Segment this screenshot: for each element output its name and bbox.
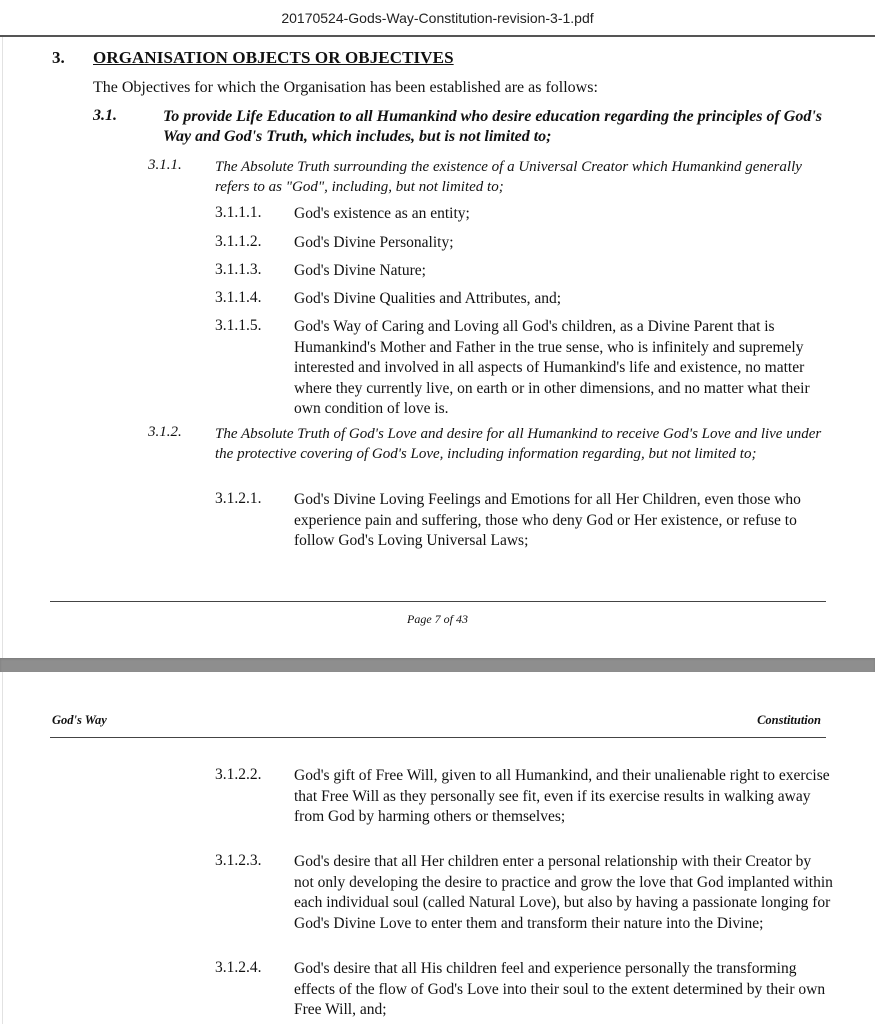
clause-number: 3.1.1. xyxy=(148,157,182,173)
list-item-text: God's Divine Loving Feelings and Emotions for all Her Children, even those who experience pain and suffering, those who deny God or Her existence, or refuse to follow God's Loving Universal Laws; xyxy=(294,491,801,549)
list-item-text: God's Divine Qualities and Attributes, and; xyxy=(294,290,562,307)
list-item-text: God's Divine Personality; xyxy=(294,234,454,251)
clause-text: The Absolute Truth of God's Love and desire for all Humankind to receive God's Love and live under the protective covering of God's Love, including information regarding, but not limited to; xyxy=(215,426,822,462)
list-item-number: 3.1.2.2. xyxy=(215,766,262,783)
list-item-text: God's desire that all His children feel and experience personally the transforming effects of the flow of God's Love into their soul to the extent determined by their own Free Will, and; xyxy=(294,960,826,1018)
page-number-footer: Page 7 of 43 xyxy=(407,612,468,626)
document-filename: 20170524-Gods-Way-Constitution-revision-3-1.pdf xyxy=(281,10,594,26)
list-item-text: God's existence as an entity; xyxy=(294,205,470,222)
list-item-number: 3.1.1.5. xyxy=(215,317,262,334)
clause-number: 3.1.2. xyxy=(148,424,182,440)
list-item-number: 3.1.2.1. xyxy=(215,490,262,507)
running-header-left: God's Way xyxy=(52,713,107,727)
section-intro: The Objectives for which the Organisation has been established are as follows: xyxy=(93,79,598,96)
running-header-right: Constitution xyxy=(757,713,821,727)
list-item-number: 3.1.1.1. xyxy=(215,204,262,221)
section-heading: ORGANISATION OBJECTS OR OBJECTIVES xyxy=(93,48,454,67)
list-item-number: 3.1.1.2. xyxy=(215,233,262,250)
section-number: 3. xyxy=(52,48,65,67)
list-item-text: God's Way of Caring and Loving all God's children, as a Divine Parent that is Humankind's Mother and Father in the true sense, who is infinitely and supremely interested and involved in all aspects of Humankind's life and existence, no matter where they currently live, on earth or in other dimensions, and no matter what their own condition of love is. xyxy=(294,318,810,417)
page-separator xyxy=(0,658,875,672)
clause-text: The Absolute Truth surrounding the existence of a Universal Creator which Humankind generally refers to as "God", including, but not limited to; xyxy=(215,159,802,195)
header-rule xyxy=(50,737,826,738)
list-item-number: 3.1.2.3. xyxy=(215,852,262,869)
footer-rule xyxy=(50,601,826,602)
list-item-number: 3.1.1.4. xyxy=(215,289,262,306)
list-item-number: 3.1.2.4. xyxy=(215,959,262,976)
list-item-text: God's desire that all Her children enter a personal relationship with their Creator by not only developing the desire to practice and grow the love that God implanted within each individual soul (called Natural Love), but also by having a passionate longing for God's Divine Love to enter them and transform their nature into the Divine; xyxy=(294,853,833,932)
list-item-number: 3.1.1.3. xyxy=(215,261,262,278)
clause-number: 3.1. xyxy=(93,107,117,124)
list-item-text: God's Divine Nature; xyxy=(294,262,426,279)
clause-text: To provide Life Education to all Humankind who desire education regarding the principles of God's Way and God's Truth, which includes, but is not limited to; xyxy=(163,108,823,145)
window-title-bar xyxy=(0,0,875,37)
list-item-text: God's gift of Free Will, given to all Humankind, and their unalienable right to exercise that Free Will as they personally see fit, even if its exercise results in walking away from God by harming others or themselves; xyxy=(294,767,830,825)
